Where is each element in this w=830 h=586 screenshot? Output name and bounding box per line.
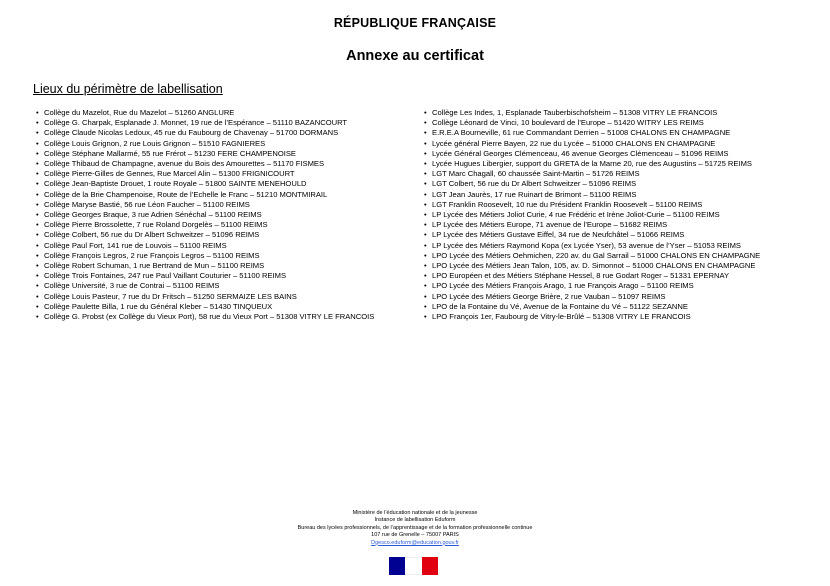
- list-item: • Collège Paulette Billa, 1 rue du Général Kleber – 51430 TINQUEUX: [36, 302, 422, 312]
- list-item: • Collège Louis Grignon, 2 rue Louis Grignon – 51510 FAGNIERES: [36, 139, 422, 149]
- list-item: • LP Lycée des Métiers Europe, 71 avenue de l’Europe – 51682 REIMS: [424, 220, 824, 230]
- list-item: • Collège Robert Schuman, 1 rue Bertrand de Mun – 51100 REIMS: [36, 261, 422, 271]
- list-item: • Collège du Mazelot, Rue du Mazelot – 51260 ANGLURE: [36, 108, 422, 118]
- list-item: • Collège Pierre-Gilles de Gennes, Rue Marcel Alin – 51300 FRIGNICOURT: [36, 169, 422, 179]
- footer-bureau: Bureau des lycées professionnels, de l’apprentissage et de la formation professionnelle continue: [297, 524, 533, 531]
- list-item: • Collège Georges Braque, 3 rue Adrien Sénéchal – 51100 REIMS: [36, 210, 422, 220]
- list-item: • LGT Colbert, 56 rue du Dr Albert Schweitzer – 51096 REIMS: [424, 179, 824, 189]
- footer: [0, 510, 830, 547]
- section-title: Lieux du périmètre de labellisation: [33, 82, 223, 96]
- list-item: • LGT Jean Jaurès, 17 rue Ruinart de Brimont – 51100 REIMS: [424, 190, 824, 200]
- list-item: • Collège Université, 3 rue de Contrai – 51100 REIMS: [36, 281, 422, 291]
- list-item: • Collège G. Probst (ex Collège du Vieux Port), 58 rue du Vieux Port – 51308 VITRY LE FRANCOIS: [36, 312, 422, 322]
- list-item: • Lycée Général Georges Clémenceau, 46 avenue Georges Clémenceau – 51096 REIMS: [424, 149, 824, 159]
- list-item: • Collège Les Indes, 1, Esplanade Tauberbischofsheim – 51308 VITRY LE FRANCOIS: [424, 108, 824, 118]
- list-item: • Collège Maryse Bastié, 56 rue Léon Faucher – 51100 REIMS: [36, 200, 422, 210]
- list-item: • E.R.E.A Bourneville, 61 rue Commandant Derrien – 51008 CHALONS EN CHAMPAGNE: [424, 128, 824, 138]
- list-item: • LP Lycée des Métiers Gustave Eiffel, 34 rue de Neufchâtel – 51066 REIMS: [424, 230, 824, 240]
- republique-francaise-logo: [389, 557, 438, 575]
- list-item: • LP Lycée des Métiers Raymond Kopa (ex Lycée Yser), 53 avenue de l’Yser – 51053 REIMS: [424, 241, 824, 251]
- right-site-list: [424, 108, 824, 322]
- list-item: • LGT Marc Chagall, 60 chaussée Saint-Martin – 51726 REIMS: [424, 169, 824, 179]
- list-item: • LPO Lycée des Métiers Jean Talon, 105, av. D. Simonnot – 51000 CHALONS EN CHAMPAGNE: [424, 261, 824, 271]
- footer-email-link[interactable]: Dgesco.eduform@education.gouv.fr: [371, 539, 459, 546]
- republic-header: RÉPUBLIQUE FRANÇAISE: [333, 16, 497, 30]
- list-item: • LP Lycée des Métiers Joliot Curie, 4 rue Frédéric et Irène Joliot-Curie – 51100 REIMS: [424, 210, 824, 220]
- list-item: • Collège G. Charpak, Esplanade J. Monnet, 19 rue de l’Espérance – 51110 BAZANCOURT: [36, 118, 422, 128]
- list-item: • LPO Lycée des Métiers George Brière, 2 rue Vauban – 51097 REIMS: [424, 292, 824, 302]
- list-item: • LPO Lycée des Métiers Oehmichen, 220 av. du Gal Sarrail – 51000 CHALONS EN CHAMPAGNE: [424, 251, 824, 261]
- page-title: Annexe au certificat: [346, 48, 484, 64]
- footer-ministry: Ministère de l’éducation nationale et de la jeunesse: [352, 510, 478, 516]
- list-item: • Collège Léonard de Vinci, 10 boulevard de l’Europe – 51420 WITRY LES REIMS: [424, 118, 824, 128]
- list-item: • Collège de la Brie Champenoise, Route de l’Echelle le Franc – 51210 MONTMIRAIL: [36, 190, 422, 200]
- footer-address: 107 rue de Grenelle – 75007 PARIS: [371, 532, 459, 539]
- flag-red-band: [422, 557, 438, 575]
- list-item: • LPO Lycée des Métiers François Arago, 1 rue François Arago – 51100 REIMS: [424, 281, 824, 291]
- list-item: • Lycée Hugues Libergier, support du GRETA de la Marne 20, rue des Augustins – 51725 REIMS: [424, 159, 824, 169]
- list-item: • LPO François 1er, Faubourg de Vitry-le-Brûlé – 51308 VITRY LE FRANCOIS: [424, 312, 824, 322]
- list-item: • Collège Jean-Baptiste Drouet, 1 route Royale – 51800 SAINTE MENEHOULD: [36, 179, 422, 189]
- list-item: • Collège Thibaud de Champagne, avenue du Bois des Amourettes – 51170 FISMES: [36, 159, 422, 169]
- list-item: • Collège Louis Pasteur, 7 rue du Dr Fritsch – 51250 SERMAIZE LES BAINS: [36, 292, 422, 302]
- list-item: • Lycée général Pierre Bayen, 22 rue du Lycée – 51000 CHALONS EN CHAMPAGNE: [424, 139, 824, 149]
- list-item: • Collège Trois Fontaines, 247 rue Paul Vaillant Couturier – 51100 REIMS: [36, 271, 422, 281]
- list-item: • Collège François Legros, 2 rue François Legros – 51100 REIMS: [36, 251, 422, 261]
- flag-blue-band: [389, 557, 405, 575]
- footer-instance: Instance de labellisation Eduform: [374, 517, 456, 524]
- list-item: • Collège Stéphane Mallarmé, 55 rue Frérot – 51230 FERE CHAMPENOISE: [36, 149, 422, 159]
- list-item: • Collège Claude Nicolas Ledoux, 45 rue du Faubourg de Chavenay – 51700 DORMANS: [36, 128, 422, 138]
- list-item: • LGT Franklin Roosevelt, 10 rue du Président Franklin Roosevelt – 51100 REIMS: [424, 200, 824, 210]
- list-item: • Collège Colbert, 56 rue du Dr Albert Schweitzer – 51096 REIMS: [36, 230, 422, 240]
- list-item: • LPO de la Fontaine du Vé, Avenue de la Fontaine du Vé – 51122 SEZANNE: [424, 302, 824, 312]
- list-item: • LPO Européen et des Métiers Stéphane Hessel, 8 rue Godart Roger – 51331 EPERNAY: [424, 271, 824, 281]
- list-item: • Collège Paul Fort, 141 rue de Louvois – 51100 REIMS: [36, 241, 422, 251]
- flag-white-band: [405, 557, 421, 575]
- left-site-list: [36, 108, 422, 322]
- list-item: • Collège Pierre Brossolette, 7 rue Roland Dorgelès – 51100 REIMS: [36, 220, 422, 230]
